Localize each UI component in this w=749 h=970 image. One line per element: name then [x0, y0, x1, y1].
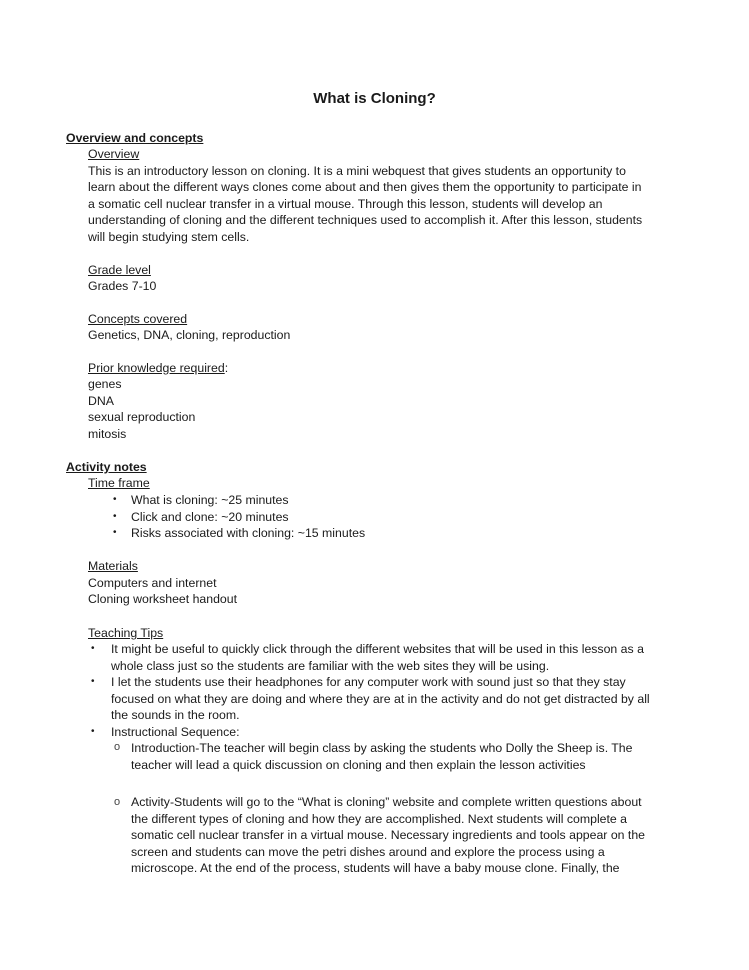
tip-line: I let the students use their headphones for any computer work with sound just so that they stay — [111, 675, 626, 689]
sequence-line: microscope. At the end of the process, students will have a baby mouse clone. Finally, the — [131, 861, 620, 875]
paragraph-line: understanding of cloning and the different techniques used to accomplish it. After this lesson, students — [88, 213, 643, 227]
subheading-concepts: Concepts covered — [88, 312, 188, 326]
grade-value: Grades 7-10 — [88, 279, 157, 293]
sequence-line: teacher will lead a quick discussion on cloning and then explain the lesson activities — [131, 758, 586, 772]
sequence-line: somatic cell nuclear transfer in a virtual mouse. Necessary ingredients and tools appear on the — [131, 828, 646, 842]
sequence-line: Activity-Students will go to the “What is cloning” website and complete written questions about — [131, 795, 642, 809]
subheading-teaching-tips: Teaching Tips — [88, 626, 164, 640]
bullet-icon: • — [91, 726, 95, 737]
tip-line: focused on what they are doing and where they are at in the activity and do not get distracted by all — [111, 692, 650, 706]
concepts-value: Genetics, DNA, cloning, reproduction — [88, 328, 291, 342]
section-heading-overview: Overview and concepts — [66, 131, 204, 145]
subheading-materials: Materials — [88, 559, 138, 573]
list-item: What is cloning: ~25 minutes — [131, 493, 289, 507]
prior-knowledge-label: Prior knowledge required — [88, 361, 225, 375]
document-title: What is Cloning? — [313, 90, 436, 107]
subheading-overview: Overview — [88, 147, 140, 161]
paragraph-line: learn about the different ways clones come about and then gives them the opportunity to participate in — [88, 180, 642, 194]
bullet-icon: • — [113, 527, 117, 538]
paragraph-line: a somatic cell nuclear transfer in a virtual mouse. Through this lesson, students will develop an — [88, 197, 603, 211]
tip-line: whole class just so the students are familiar with the web sites they will be using. — [111, 659, 550, 673]
paragraph-line: will begin studying stem cells. — [88, 230, 250, 244]
list-item: mitosis — [88, 427, 127, 441]
section-heading-activity: Activity notes — [66, 460, 147, 474]
bullet-icon: • — [113, 511, 117, 522]
sub-bullet-icon: o — [114, 796, 121, 808]
tip-line: the sounds in the room. — [111, 708, 240, 722]
list-item: genes — [88, 377, 122, 391]
list-item: DNA — [88, 394, 114, 408]
list-item: Cloning worksheet handout — [88, 592, 238, 606]
subheading-grade-level: Grade level — [88, 263, 151, 277]
prior-knowledge-colon: : — [224, 361, 229, 375]
sequence-line: screen and students can move the petri dishes around and explore the process using a — [131, 845, 605, 859]
sequence-line: Introduction-The teacher will begin class by asking the students who Dolly the Sheep is. The — [131, 741, 633, 755]
list-item: Click and clone: ~20 minutes — [131, 510, 289, 524]
tip-line: It might be useful to quickly click through the different websites that will be used in this lesson as a — [111, 642, 644, 656]
list-item: sexual reproduction — [88, 410, 196, 424]
sub-bullet-icon: o — [114, 741, 121, 753]
list-item: Computers and internet — [88, 576, 217, 590]
bullet-icon: • — [113, 494, 117, 505]
sequence-line: the different types of cloning and how they are accomplished. Next students will complete a — [131, 812, 628, 826]
bullet-icon: • — [91, 676, 95, 687]
list-item: Risks associated with cloning: ~15 minutes — [131, 526, 366, 540]
subheading-time-frame: Time frame — [88, 476, 150, 490]
subheading-prior-knowledge — [88, 361, 228, 375]
paragraph-line: This is an introductory lesson on cloning. It is a mini webquest that gives students an opportunity to — [88, 164, 626, 178]
tip-line: Instructional Sequence: — [111, 725, 240, 739]
bullet-icon: • — [91, 643, 95, 654]
